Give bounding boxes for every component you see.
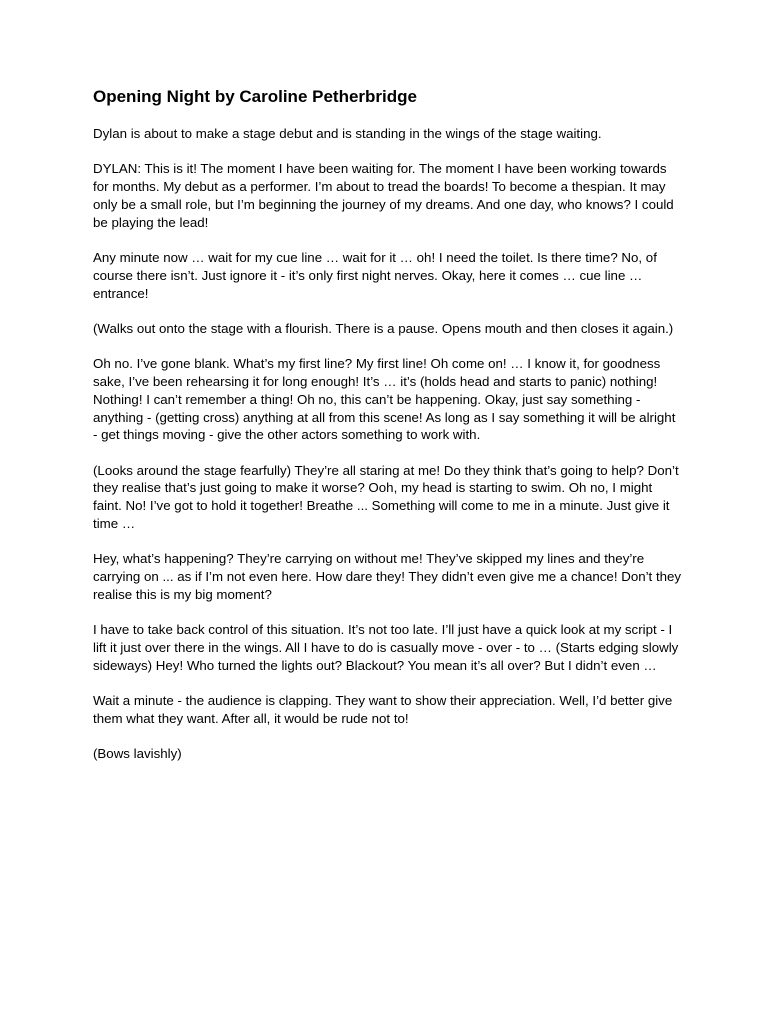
paragraph-stage-direction-bows: (Bows lavishly) bbox=[93, 746, 182, 762]
paragraph-intro: Dylan is about to make a stage debut and is standing in the wings of the stage waiting. bbox=[93, 126, 602, 141]
paragraph-cue-line: Any minute now … wait for my cue line … wait for it … oh! I need the toilet. Is there time? No, of course there isn’t. Just ignore it - it’s only first night nerves. Okay, here it comes … cue line … entrance! bbox=[93, 249, 657, 301]
paragraph-carrying-on: Hey, what’s happening? They’re carrying on without me! They’ve skipped my lines and they’re carrying on ... as if I’m not even here. How dare they! They didn’t even give me a chance! Don’t they realise this is my big moment? bbox=[93, 551, 682, 602]
paragraph-gone-blank: Oh no. I’ve gone blank. What’s my first line? My first line! Oh come on! … I know it, for goodness sake, I’ve been rehearsing it for long enough! It’s … it’s (holds head and starts to panic) nothing! Nothing! I can’t remember a thing! Oh no, this can’t be happening. Okay, just say something - anything - (getting cross) anything at all from this scene! As long as I say something it will be alright - get things moving - give the other actors something to work with. bbox=[93, 356, 676, 443]
document-page bbox=[93, 86, 683, 781]
document-title: Opening Night by Caroline Petherbridge bbox=[93, 87, 417, 106]
paragraph-dylan-opening: DYLAN: This is it! The moment I have been waiting for. The moment I have been working towards for months. My debut as a performer. I’m about to tread the boards! To become a thespian. It may only be a small role, but I’m beginning the journey of my dreams. And one day, who knows? I could be playing the lead! bbox=[93, 161, 674, 230]
paragraph-audience-clapping: Wait a minute - the audience is clapping. They want to show their appreciation. Well, I’d better give them what they want. After all, it would be rude not to! bbox=[93, 693, 673, 726]
paragraph-staring: (Looks around the stage fearfully) They’re all staring at me! Do they think that’s going to help? Don’t they realise that’s just going to make it worse? Ooh, my head is starting to swim. Oh no, I might faint. No! I’ve got to hold it together! Breathe ... Something will come to me in a minute. Just give it time … bbox=[93, 462, 679, 532]
paragraph-stage-direction-entrance: (Walks out onto the stage with a flourish. There is a pause. Opens mouth and then closes it again.) bbox=[93, 320, 674, 336]
paragraph-take-back-control: I have to take back control of this situation. It’s not too late. I’ll just have a quick look at my script - I lift it just over there in the wings. All I have to do is casually move - over - to … (Starts edging slowly sideways) Hey! Who turned the lights out? Blackout? You mean it’s all over? But I didn’t even … bbox=[93, 622, 679, 673]
